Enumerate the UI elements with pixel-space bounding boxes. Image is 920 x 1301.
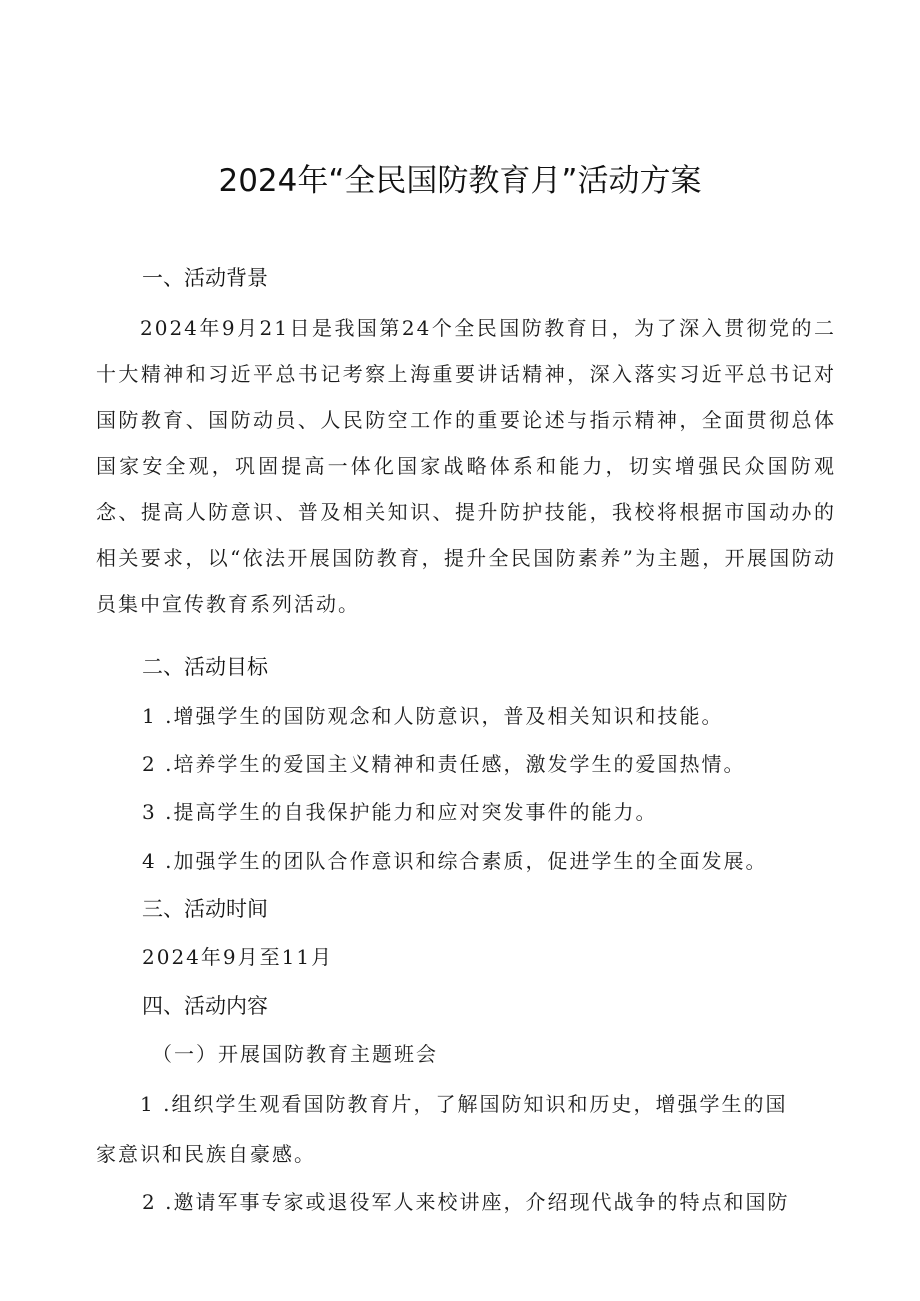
document-title: 2024年“全民国防教育月”活动方案: [218, 163, 702, 199]
content-subheading: （一）开展国防教育主题班会: [152, 1042, 438, 1066]
goal-item: 1 .增强学生的国防观念和人防意识，普及相关知识和技能。: [142, 704, 724, 728]
background-paragraph: 2024年9月21日是我国第24个全民国防教育日，为了深入贯彻党的二十大精神和习近平总书记考察上海重要讲话精神，深入落实习近平总书记对国防教育、国防动员、人民防空工作的重要论述与指示精神，全面贯彻总体国家安全观，巩固提高一体化国家战略体系和能力，切实增强民众国防观念、提高人防意识、普及相关知识、提升防护技能，我校将根据市国动办的相关要求，以“依法开展国防教育，提升全民国防素养”为主题，开展国防动员集中宣传教育系列活动。: [96, 316, 836, 616]
goal-item: 2 .培养学生的爱国主义精神和责任感，激发学生的爱国热情。: [142, 752, 746, 776]
content-item: 1 .组织学生观看国防教育片，了解国防知识和历史，增强学生的国家意识和民族自豪感。: [96, 1092, 788, 1166]
goal-item: 4 .加强学生的团队合作意识和综合素质，促进学生的全面发展。: [142, 849, 768, 873]
content-item: 2 .邀请军事专家或退役军人来校讲座，介绍现代战争的特点和国防: [142, 1190, 790, 1214]
section-heading-background: 一、活动背景: [142, 266, 268, 290]
section-heading-goals: 二、活动目标: [142, 655, 268, 679]
goal-item: 3 .提高学生的自我保护能力和应对突发事件的能力。: [142, 800, 658, 824]
section-heading-content: 四、活动内容: [142, 994, 268, 1018]
activity-time-value: 2024年9月至11月: [142, 945, 334, 969]
section-heading-time: 三、活动时间: [142, 897, 268, 921]
